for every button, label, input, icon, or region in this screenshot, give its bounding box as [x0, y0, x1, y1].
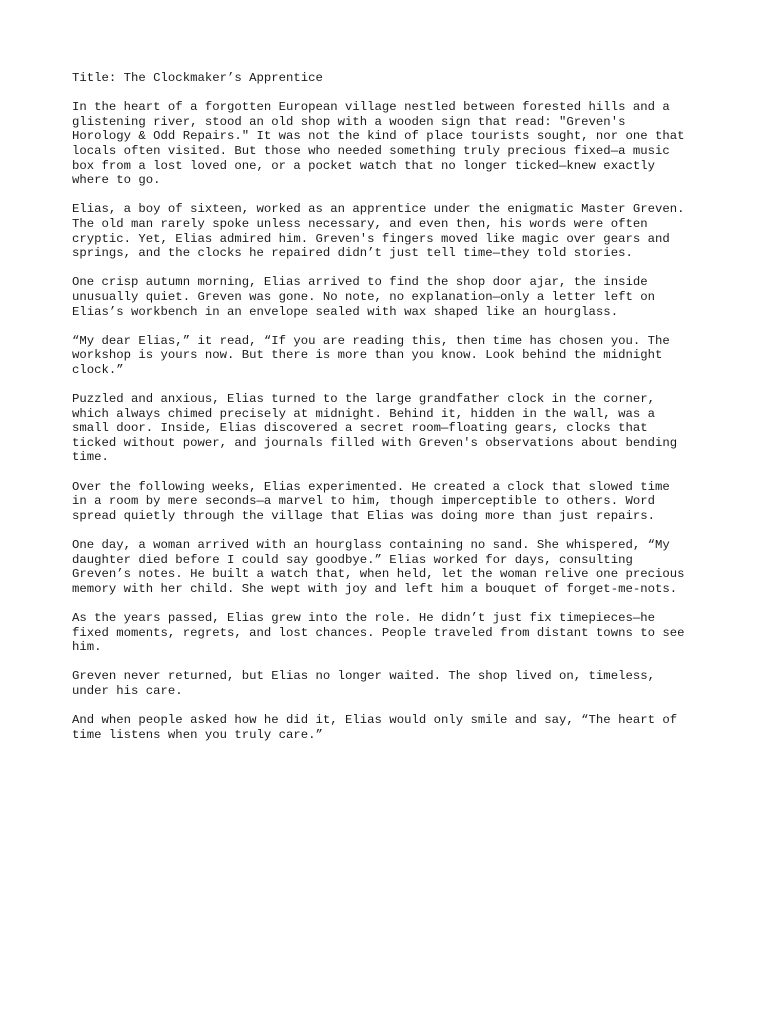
paragraph-line: One day, a woman arrived with an hourglass containing no sand. She whispered, “My — [72, 538, 670, 552]
document-title: Title: The Clockmaker’s Apprentice — [72, 71, 323, 85]
paragraph — [72, 538, 712, 596]
paragraph-line: memory with her child. She wept with joy and left him a bouquet of forget-me-nots. — [72, 581, 678, 596]
paragraph-line: time. — [72, 450, 109, 465]
paragraph-line: Elias, a boy of sixteen, worked as an apprentice under the enigmatic Master Greven. — [72, 202, 685, 217]
paragraph-line: which always chimed precisely at midnight. Behind it, hidden in the wall, was a — [72, 406, 655, 421]
paragraph-line: ticked without power, and journals filled with Greven's observations about bending — [72, 435, 678, 450]
paragraph — [72, 334, 712, 378]
document-body — [72, 100, 712, 742]
document-page — [72, 71, 712, 757]
paragraph — [72, 611, 712, 655]
paragraph-line: fixed moments, regrets, and lost chances. People traveled from distant towns to see — [72, 625, 685, 640]
paragraph-line: locals often visited. But those who needed something truly precious fixed—a music — [72, 143, 670, 158]
paragraph-line: workshop is yours now. But there is more than you know. Look behind the midnight — [72, 348, 663, 363]
paragraph-line: glistening river, stood an old shop with a wooden sign that read: "Greven's — [72, 114, 626, 129]
paragraph — [72, 202, 712, 260]
paragraph-line: Over the following weeks, Elias experimented. He created a clock that slowed time — [72, 479, 670, 494]
paragraph-line: Horology & Odd Repairs." It was not the kind of place tourists sought, nor one that — [72, 129, 685, 144]
paragraph-line: time listens when you truly care.” — [72, 727, 323, 742]
paragraph-line: One crisp autumn morning, Elias arrived to find the shop door ajar, the inside — [72, 275, 648, 290]
paragraph — [72, 713, 712, 742]
paragraph-line: The old man rarely spoke unless necessary, and even then, his words were often — [72, 216, 648, 231]
paragraph-line: him. — [72, 640, 102, 655]
paragraph-line: “My dear Elias,” it read, “If you are reading this, then time has chosen you. The — [72, 333, 670, 348]
paragraph-line: daughter died before I could say goodbye.” Elias worked for days, consulting — [72, 552, 633, 567]
paragraph-line: box from a lost loved one, or a pocket watch that no longer ticked—knew exactly — [72, 158, 655, 173]
paragraph-line: As the years passed, Elias grew into the role. He didn’t just fix timepieces—he — [72, 610, 655, 625]
paragraph — [72, 480, 712, 524]
paragraph-line: in a room by mere seconds—a marvel to him, though imperceptible to others. Word — [72, 494, 655, 509]
paragraph-line: Greven never returned, but Elias no longer waited. The shop lived on, timeless, — [72, 669, 655, 684]
paragraph-line: clock.” — [72, 362, 124, 377]
paragraph — [72, 100, 712, 188]
paragraph-line: And when people asked how he did it, Elias would only smile and say, “The heart of — [72, 713, 678, 728]
paragraph-line: small door. Inside, Elias discovered a secret room—floating gears, clocks that — [72, 421, 648, 436]
paragraph-line: Puzzled and anxious, Elias turned to the large grandfather clock in the corner, — [72, 392, 655, 407]
paragraph-line: unusually quiet. Greven was gone. No note, no explanation—only a letter left on — [72, 289, 655, 304]
paragraph-line: Elias’s workbench in an envelope sealed with wax shaped like an hourglass. — [72, 304, 619, 319]
paragraph-line: under his care. — [72, 683, 183, 698]
paragraph — [72, 669, 712, 698]
paragraph — [72, 275, 712, 319]
paragraph-line: In the heart of a forgotten European village nestled between forested hills and a — [72, 100, 670, 115]
paragraph-line: cryptic. Yet, Elias admired him. Greven's fingers moved like magic over gears and — [72, 231, 670, 246]
paragraph-line: where to go. — [72, 173, 161, 188]
paragraph-line: spread quietly through the village that Elias was doing more than just repairs. — [72, 508, 655, 523]
paragraph-line: Greven’s notes. He built a watch that, when held, let the woman relive one precious — [72, 567, 685, 582]
paragraph — [72, 392, 712, 465]
paragraph-line: springs, and the clocks he repaired didn’t just tell time—they told stories. — [72, 246, 633, 261]
